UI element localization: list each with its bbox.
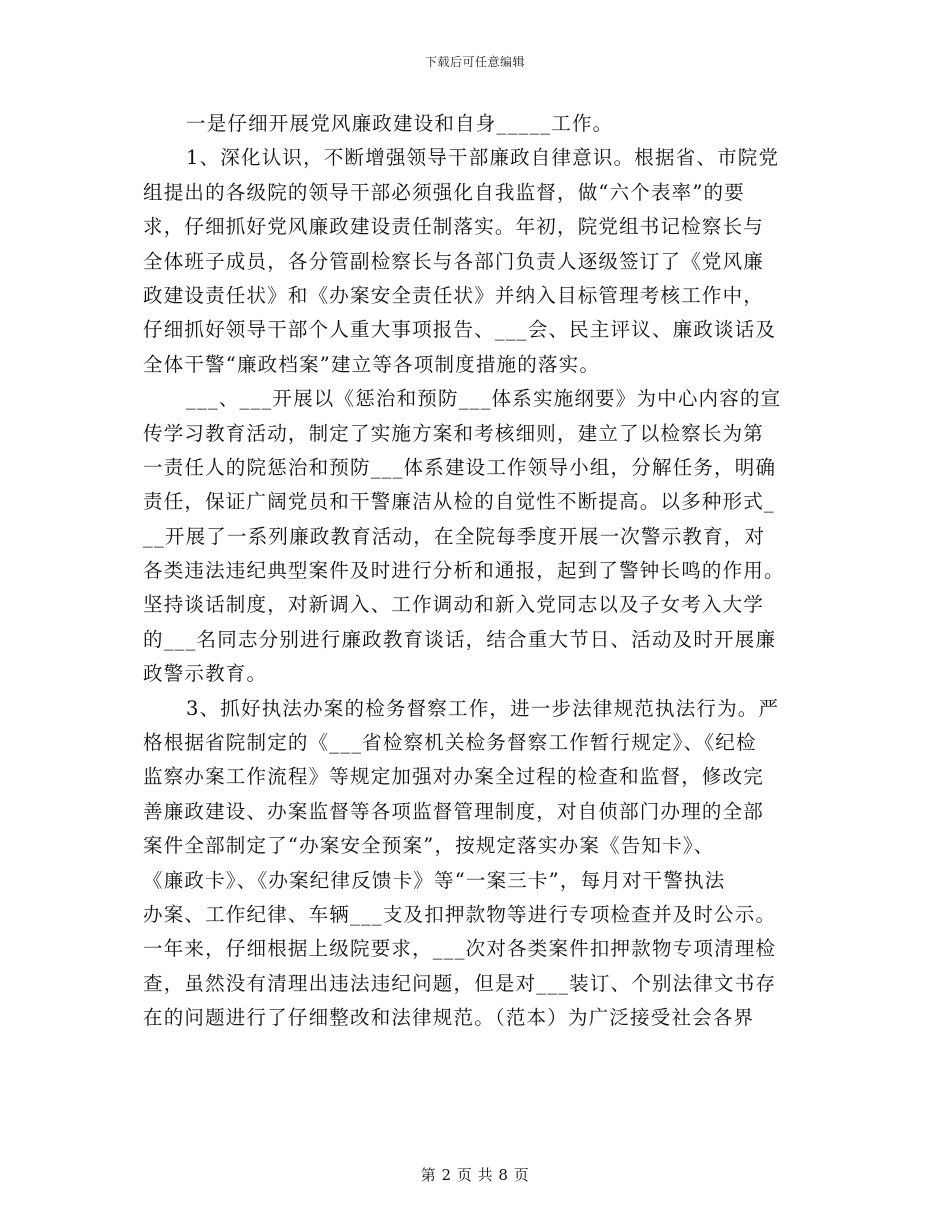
text-line: 各类违法违纪典型案件及时进行分析和通报，起到了警钟长鸣的作用。 [143, 559, 785, 583]
text-line: 求，仔细抓好党风廉政建设责任制落实。年初，院党组书记检察长与 [143, 215, 765, 239]
page-header: 下载后可任意编辑 [424, 55, 525, 69]
text-line: 组提出的各级院的领导干部必须强化自我监督，做“六个表率”的要 [143, 180, 745, 204]
document-body [143, 107, 807, 1036]
text-line: 坚持谈话制度，对新调入、工作调动和新入党同志以及子女考入大学 [143, 593, 765, 617]
text-line: 责任，保证广阔党员和干警廉洁从检的自觉性不断提高。以多种形式_ [143, 490, 775, 514]
text-line: 一是仔细开展党风廉政建设和自身_____工作。 [186, 112, 614, 135]
text-line: 一年来，仔细根据上级院要求，___次对各类案件扣押款物专项清理检 [143, 937, 777, 961]
text-line: 善廉政建设、办案监督等各项监督管理制度，对自侦部门办理的全部 [143, 799, 765, 823]
text-line: 1、深化认识，不断增强领导干部廉政自律意识。根据省、市院党 [186, 146, 780, 170]
text-line: 办案、工作纪律、车辆___支及扣押款物等进行专项检查并及时公示。 [143, 902, 777, 926]
text-line: 仔细抓好领导干部个人重大事项报告、___会、民主评议、廉政谈话及 [143, 318, 777, 342]
text-line: 3、抓好执法办案的检务督察工作，进一步法律规范执法行为。严 [186, 696, 780, 720]
text-line: 的___名同志分别进行廉政教育谈话，结合重大节日、活动及时开展廉 [143, 627, 777, 651]
text-line: 监察办案工作流程》等规定加强对办案全过程的检查和监督，修改完 [143, 765, 765, 789]
text-line: 案件全部制定了“办案安全预案”，按规定落实办案《告知卡》、 [143, 834, 715, 858]
text-line: 政建设责任状》和《办案安全责任状》并纳入目标管理考核工作中， [143, 283, 765, 307]
text-line: 查，虽然没有清理出违法违纪问题，但是对___装订、个别法律文书存 [143, 971, 777, 995]
text-line: ___、___开展以《惩治和预防___体系实施纲要》为中心内容的宣 [186, 387, 782, 411]
text-line: 在的问题进行了仔细整改和法律规范。（范本）为广泛接受社会各界 [143, 1006, 755, 1030]
text-line: 格根据省院制定的《___省检察机关检务督察工作暂行规定》、《纪检 [143, 731, 757, 755]
text-line: 政警示教育。 [143, 662, 268, 686]
text-line: 全体干警“廉政档案”建立等各项制度措施的落实。 [143, 352, 601, 376]
text-line: 全体班子成员，各分管副检察长与各部门负责人逐级签订了《党风廉 [143, 249, 765, 273]
text-line: 《廉政卡》、《办案纪律反馈卡》等“一案三卡”，每月对干警执法 [143, 868, 726, 892]
text-line: 传学习教育活动，制定了实施方案和考核细则，建立了以检察长为第 [143, 421, 765, 445]
text-line: __开展了一系列廉政教育活动，在全院每季度开展一次警示教育，对 [143, 524, 766, 548]
page-footer: 第 2 页 共 8 页 [420, 1166, 530, 1184]
text-line: 一责任人的院惩治和预防___体系建设工作领导小组，分解任务，明确 [143, 455, 777, 479]
